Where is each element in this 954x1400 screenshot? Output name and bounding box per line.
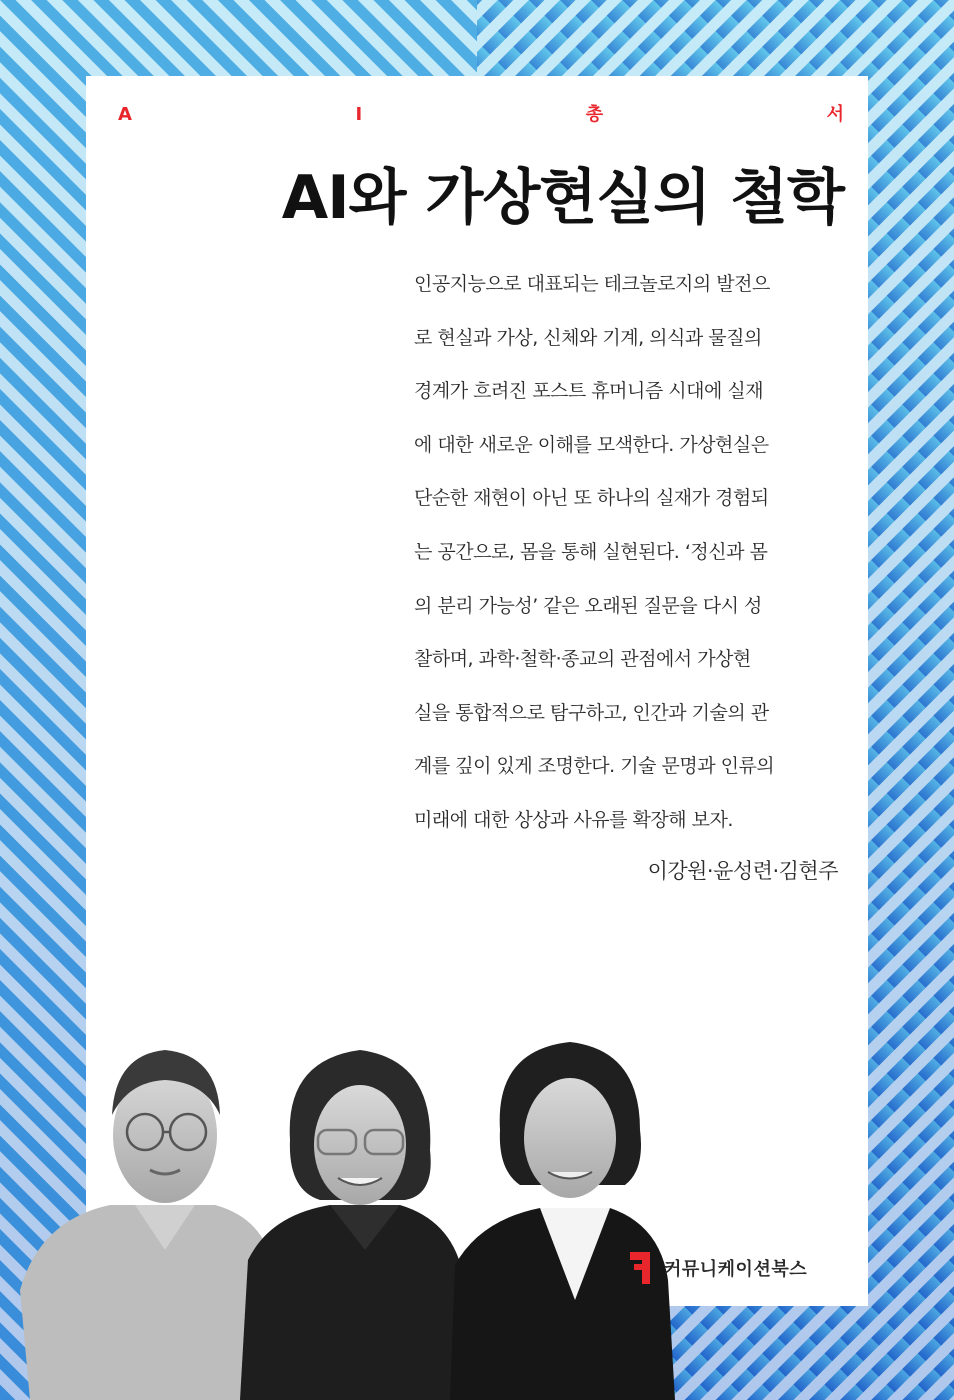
series-char-seo: 서 <box>826 104 844 125</box>
description-line: 계를 깊이 있게 조명한다. 기술 문명과 인류의 <box>414 755 775 778</box>
series-char-i: I <box>355 104 363 125</box>
author-names: 이강원·윤성련·김현주 <box>647 859 838 883</box>
description-line: 실을 통합적으로 탐구하고, 인간과 기술의 관 <box>414 701 769 724</box>
description-line: 로 현실과 가상, 신체와 기계, 의식과 물질의 <box>414 326 762 349</box>
description-line: 인공지능으로 대표되는 테크놀로지의 발전으 <box>414 273 770 295</box>
author-photo-right <box>450 1042 675 1400</box>
description-line: 찰하며, 과학·철학·종교의 관점에서 가상현 <box>414 648 751 671</box>
book-title: AI와 가상현실의 철학 <box>281 163 844 233</box>
book-description <box>414 262 844 852</box>
description-line: 의 분리 가능성’ 같은 오래된 질문을 다시 성 <box>414 594 762 617</box>
description-line: 는 공간으로, 몸을 통해 실현된다. ‘정신과 몸 <box>414 540 768 563</box>
description-line: 에 대한 새로운 이해를 모색한다. 가상현실은 <box>414 433 769 456</box>
series-char-chong: 총 <box>585 104 604 125</box>
publisher-logo <box>628 1250 807 1286</box>
publisher-name: 커뮤니케이션북스 <box>664 1259 808 1280</box>
description-line: 경계가 흐려진 포스트 휴머니즘 시대에 실재 <box>414 380 764 403</box>
publisher-k-logo-icon <box>628 1250 654 1286</box>
author-photo-left <box>20 1050 280 1400</box>
series-char-a: A <box>118 104 132 125</box>
series-label <box>118 104 844 126</box>
description-line: 단순한 재현이 아닌 또 하나의 실재가 경험되 <box>414 487 769 510</box>
author-photos <box>0 1020 680 1400</box>
description-line: 미래에 대한 상상과 사유를 확장해 보자. <box>414 808 733 831</box>
author-photo-middle <box>240 1050 470 1400</box>
